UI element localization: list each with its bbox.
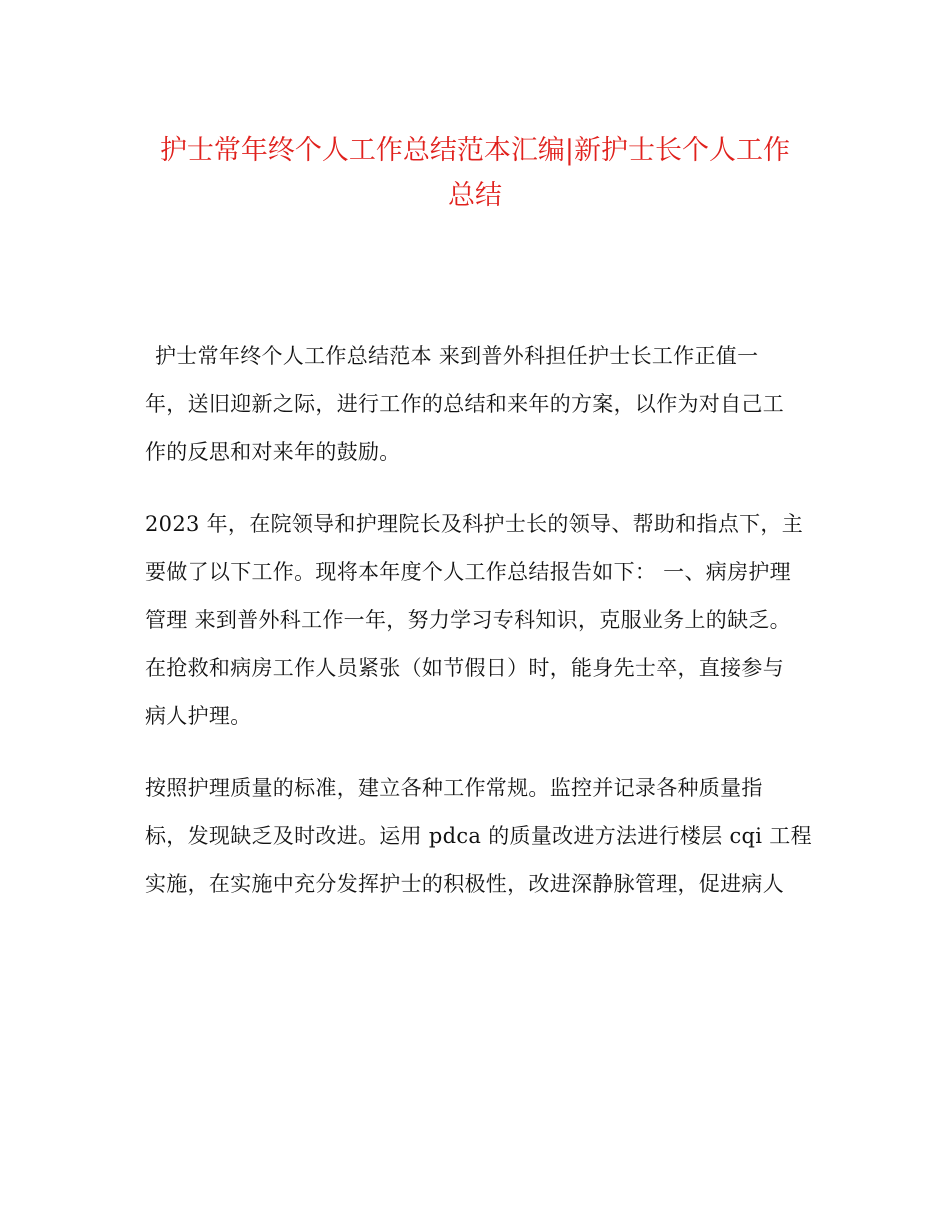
body-line: 年，送旧迎新之际，进行工作的总结和来年的方案，以作为对自己工	[145, 392, 784, 416]
body-line: 作的反思和对来年的鼓励。	[145, 440, 401, 464]
title-line-2: 总结	[448, 180, 502, 211]
body-line: 管理 来到普外科工作一年，努力学习专科知识，克服业务上的缺乏。	[145, 608, 791, 632]
document-title	[100, 128, 850, 218]
body-line: 实施，在实施中充分发挥护士的积极性，改进深静脉管理，促进病人	[145, 872, 784, 896]
paragraph-1	[145, 336, 810, 480]
body-line: 2023 年，在院领导和护理院长及科护士长的领导、帮助和指点下，主	[145, 512, 804, 536]
paragraph-2	[145, 504, 810, 744]
body-line: 在抢救和病房工作人员紧张（如节假日）时，能身先士卒，直接参与	[145, 656, 784, 680]
paragraph-gap	[145, 480, 810, 504]
body-line: 要做了以下工作。现将本年度个人工作总结报告如下： 一、病房护理	[145, 560, 791, 584]
body-line: 标，发现缺乏及时改进。运用 pdca 的质量改进方法进行楼层 cqi 工程	[145, 824, 812, 848]
body-line: 按照护理质量的标准，建立各种工作常规。监控并记录各种质量指	[145, 776, 763, 800]
body-line: 护士常年终个人工作总结范本 来到普外科担任护士长工作正值一	[155, 344, 759, 368]
body-line: 病人护理。	[145, 704, 252, 728]
paragraph-3	[145, 768, 810, 912]
title-line-1: 护士常年终个人工作总结范本汇编|新护士长个人工作	[159, 135, 791, 166]
document-body	[145, 336, 810, 912]
paragraph-gap	[145, 744, 810, 768]
